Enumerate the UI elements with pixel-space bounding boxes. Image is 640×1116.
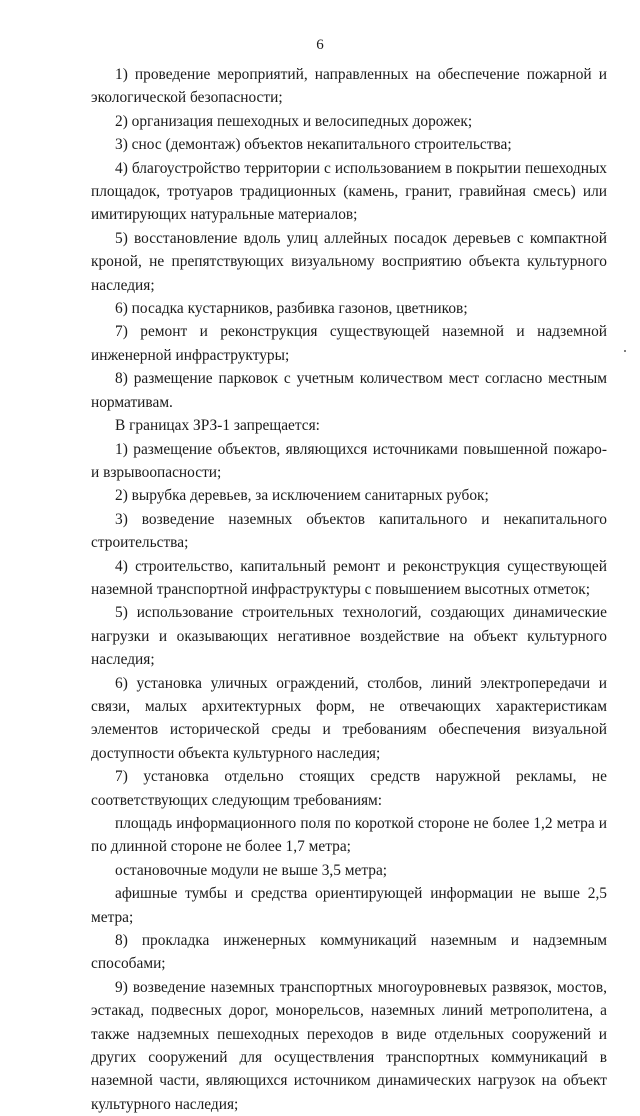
paragraph: 7) установка отдельно стоящих средств наружной рекламы, не соответствующих следующим требованиям: [91, 768, 607, 809]
paragraph: 1) проведение мероприятий, направленных на обеспечение пожарной и экологической безопасности; [91, 66, 607, 107]
paragraph: 3) возведение наземных объектов капитального и некапитального строительства; [91, 510, 607, 552]
paragraph: 4) строительство, капитальный ремонт и реконструкция существующей наземной транспортной инфраструктуры с повышением высотных отметок; [91, 557, 607, 598]
paragraph: 1) размещение объектов, являющихся источниками повышенной пожаро- и взрывоопасности; [91, 440, 607, 481]
scan-speck [624, 350, 626, 352]
paragraph: остановочные модули не выше 3,5 метра; [115, 861, 388, 879]
paragraph: афишные тумбы и средства ориентирующей информации не выше 2,5 метра; [91, 885, 607, 926]
page-number: 6 [316, 37, 324, 53]
paragraph: 8) прокладка инженерных коммуникаций наземным и надземным способами; [91, 932, 607, 973]
paragraph: 5) восстановление вдоль улиц аллейных посадок деревьев с компактной кроной, не препятствующих визуальному восприятию объекта культурного наследия; [91, 229, 607, 294]
paragraph: 4) благоустройство территории с использованием в покрытии пешеходных площадок, тротуаров традиционных (камень, гранит, гравийная смесь) или имитирующих натуральные материалов; [91, 159, 607, 224]
paragraph: 6) установка уличных ограждений, столбов, линий электропередачи и связи, малых архитектурных форм, не отвечающих характеристикам элементов исторической среды и требованиям обеспечения визуальной доступности объекта культурного наследия; [91, 674, 607, 762]
paragraph: 8) размещение парковок с учетным количеством мест согласно местным нормативам. [91, 370, 607, 411]
paragraph: 6) посадка кустарников, разбивка газонов, цветников; [115, 300, 468, 318]
paragraph: 7) ремонт и реконструкция существующей наземной и надземной инженерной инфраструктуры; [91, 323, 607, 364]
paragraph: площадь информационного поля по короткой стороне не более 1,2 метра и по длинной стороне не более 1,7 метра; [91, 815, 607, 856]
paragraph: 9) возведение наземных транспортных многоуровневых развязок, мостов, эстакад, подвесных дорог, монорельсов, наземных линий метрополитена, а также надземных пешеходных переходов в виде отдельных сооружений и других сооружений для осуществления транспортных коммуникаций в наземной части, являющихся источником динамических нагрузок на объект культурного наследия; [91, 978, 607, 1113]
paragraph: 3) снос (демонтаж) объектов некапитального строительства; [115, 136, 512, 154]
paragraph: 2) вырубка деревьев, за исключением санитарных рубок; [115, 487, 489, 505]
paragraph: 2) организация пешеходных и велосипедных дорожек; [115, 112, 473, 130]
section-heading: В границах ЗРЗ-1 запрещается: [115, 417, 320, 435]
document-body [91, 63, 607, 1116]
paragraph: 5) использование строительных технологий, создающих динамические нагрузки и оказывающих негативное воздействие на объект культурного наследия; [91, 604, 607, 669]
